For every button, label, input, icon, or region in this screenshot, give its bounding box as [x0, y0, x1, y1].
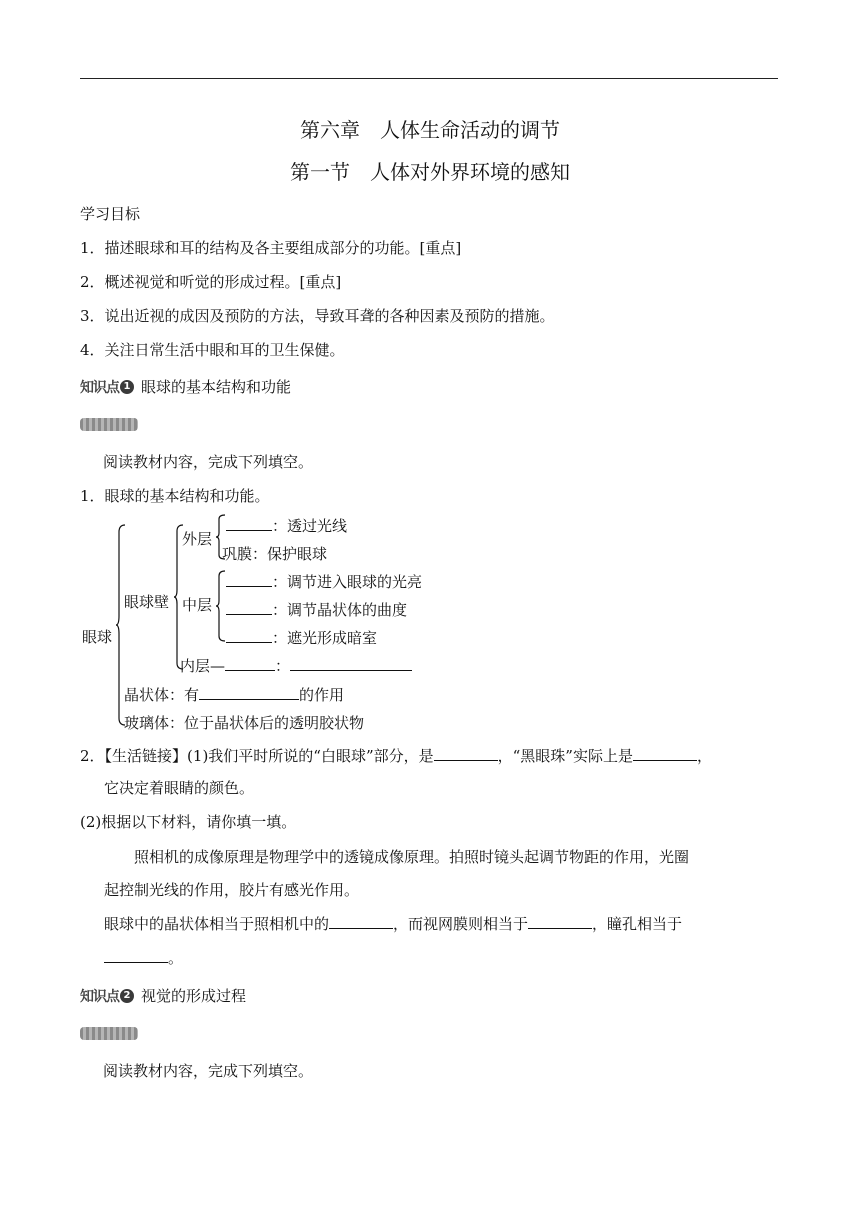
objective-item: 3．说出近视的成因及预防的方法，导致耳聋的各种因素及预防的措施。	[80, 307, 555, 325]
knowledge-point-badge: 知识点 1	[80, 377, 134, 397]
knowledge-point-title: 视觉的形成过程	[141, 987, 247, 1005]
brace-icon	[216, 570, 226, 642]
answer-blank[interactable]	[226, 516, 272, 531]
diagram-wall-label: 眼球壁	[124, 593, 170, 611]
diagram-middle-item-1: ：调节进入眼球的光亮	[226, 571, 422, 592]
instruction-text: 阅读教材内容，完成下列填空。	[103, 453, 314, 471]
number-circle-icon: 2	[120, 989, 134, 1003]
answer-blank[interactable]	[329, 914, 393, 929]
instruction-text: 阅读教材内容，完成下列填空。	[103, 1062, 314, 1080]
material-paragraph: 照相机的成像原理是物理学中的透镜成像原理。拍照时镜头起调节物距的作用，光圈	[134, 848, 690, 866]
diagram-middle-label: 中层	[182, 596, 213, 614]
answer-blank[interactable]	[226, 572, 272, 587]
answer-blank[interactable]	[225, 656, 275, 671]
question-2-sub-2: (2)根据以下材料，请你填一填。	[80, 813, 297, 831]
self-study-tag-icon	[80, 418, 138, 431]
objectives-heading: 学习目标	[80, 205, 141, 223]
diagram-outer-item-1: ：透过光线	[226, 515, 347, 536]
diagram-inner-layer: 内层— ：	[180, 655, 412, 676]
knowledge-point-2	[80, 985, 246, 1006]
diagram-lens: 晶状体：有 的作用	[124, 686, 345, 704]
answer-blank[interactable]	[290, 656, 412, 671]
objective-item: 4．关注日常生活中眼和耳的卫生保健。	[80, 341, 345, 359]
diagram-root-label: 眼球	[82, 628, 113, 646]
section-title: 第一节 人体对外界环境的感知	[290, 160, 570, 184]
diagram-outer-item-2: 巩膜：保护眼球	[222, 545, 328, 563]
header-rule	[80, 78, 778, 79]
self-study-tag-icon	[80, 1027, 138, 1040]
diagram-outer-label: 外层	[182, 530, 213, 548]
knowledge-point-1	[80, 376, 291, 397]
answer-blank[interactable]	[199, 685, 299, 700]
answer-blank[interactable]	[434, 746, 498, 761]
diagram-middle-item-2: ：调节晶状体的曲度	[226, 599, 407, 620]
answer-blank[interactable]	[104, 948, 168, 963]
chapter-title: 第六章 人体生命活动的调节	[300, 118, 560, 142]
answer-blank[interactable]	[528, 914, 592, 929]
question-2-line-1: 2．【生活链接】(1)我们平时所说的“白眼球”部分，是 ，“黑眼珠”实际上是 ，	[80, 747, 712, 765]
objective-item: 2．概述视觉和听觉的形成过程。[重点]	[80, 273, 342, 291]
question-2-fill-line: 眼球中的晶状体相当于照相机中的 ，而视网膜则相当于 ，瞳孔相当于	[104, 915, 683, 933]
objective-item: 1．描述眼球和耳的结构及各主要组成部分的功能。[重点]	[80, 239, 462, 257]
question-2-fill-end: 。	[104, 947, 183, 968]
diagram-vitreous: 玻璃体：位于晶状体后的透明胶状物	[124, 714, 365, 732]
diagram-middle-item-3: ：遮光形成暗室	[226, 627, 377, 648]
answer-blank[interactable]	[226, 628, 272, 643]
knowledge-point-badge: 知识点 2	[80, 986, 134, 1006]
answer-blank[interactable]	[633, 746, 697, 761]
answer-blank[interactable]	[226, 600, 272, 615]
number-circle-icon: 1	[120, 380, 134, 394]
material-paragraph: 起控制光线的作用，胶片有感光作用。	[104, 881, 360, 899]
knowledge-point-title: 眼球的基本结构和功能	[141, 378, 292, 396]
question-1-heading: 1．眼球的基本结构和功能。	[80, 487, 270, 505]
question-2-line-2: 它决定着眼睛的颜色。	[104, 779, 255, 797]
